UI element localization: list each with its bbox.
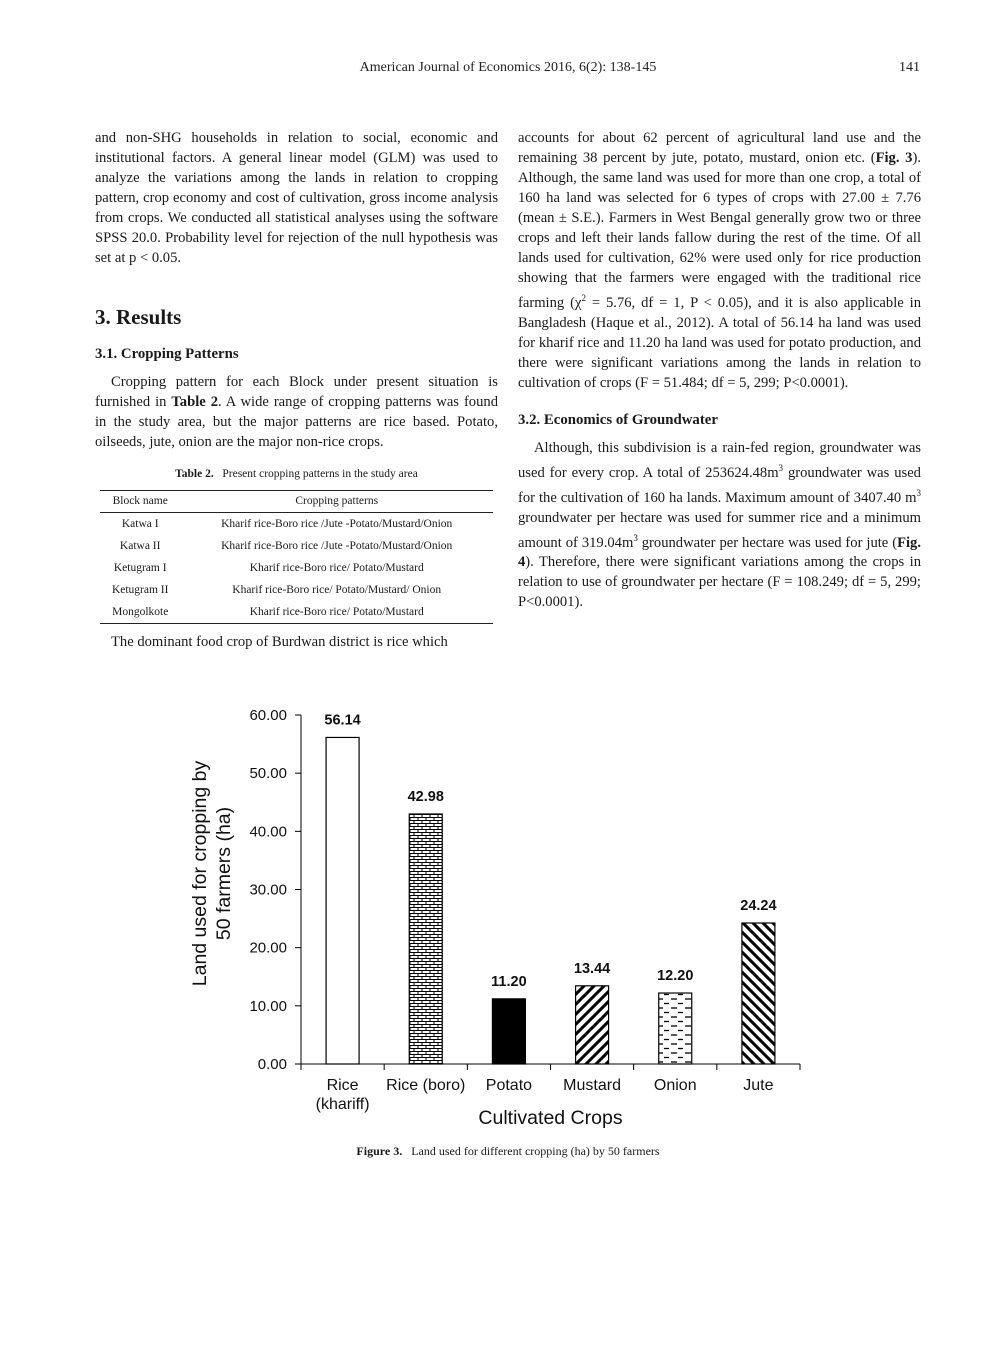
y-tick-label: 50.00 (249, 765, 287, 783)
data-label: 11.20 (491, 973, 527, 990)
chart-bars (326, 737, 775, 1064)
x-tick-label: Jute (743, 1077, 774, 1094)
y-tick-label: 20.00 (249, 939, 287, 957)
groundwater-paragraph: Although, this subdivision is a rain-fed region, groundwater was used for every crop. A total of $253624.48m^3$ groundwater was used for the cultivation of 160 ha lands. Maximum amount of 3407.40 $m^3$ groundwater per hectare was used for summer rice and a minimum amount of $319.04m^3$ groundwater per hectare was used for jute (Fig. 4). Therefore, there were significant variations among the crops in relation to use of groundwater per hectare (F = 108.249; df = 5, 299; P<0.0001). (518, 439, 921, 611)
running-header: American Journal of Economics 2016, 6(2): 138-145 (359, 60, 657, 75)
methods-paragraph: and non-SHG households in relation to social, economic and institutional factors. A general linear model (GLM) was used to analyze the variations among the lands in relation to cropping pattern, crop economy and cost of cultivation, gross income analysis from crops. We conducted all statistical analyses using the software SPSS 20.0. Probability level for rejection of the null hypothesis was set at p < 0.05. (95, 130, 498, 266)
data-label: 12.20 (657, 968, 694, 985)
figure-3 (180, 700, 820, 1145)
bar-potato (492, 999, 525, 1064)
data-label: 56.14 (324, 712, 361, 729)
y-tick-label: 60.00 (249, 707, 287, 724)
y-tick-label: 10.00 (249, 997, 287, 1015)
right-column (518, 128, 921, 612)
table-ref[interactable]: Table 2 (171, 394, 218, 410)
x-axis-title: Cultivated Crops (478, 1107, 623, 1129)
rice-paragraph-start: The dominant food crop of Burdwan district is rice which (111, 634, 448, 650)
x-tick-label: Potato (485, 1077, 533, 1094)
bar-rice-boro (409, 814, 442, 1064)
table-header-row (100, 491, 493, 513)
subsection-title-cropping: 3.1. Cropping Patterns (95, 346, 239, 362)
data-label: 24.24 (740, 898, 777, 915)
header-block-name: Block name (100, 491, 180, 513)
y-tick-label: 0.00 (257, 1056, 287, 1073)
subsection-title-groundwater: 3.2. Economics of Groundwater (518, 411, 718, 428)
left-column (95, 128, 498, 652)
rice-paragraph-cont: accounts for about 62 percent of agricultural land use and the remaining 38 percent by jute, potato, mustard, onion etc. (Fig. 3). Although, the same land was used for more than one crop, a total of 160 ha land was selected for 6 types of crops with 27.00 ± 7.76 (mean ± S.E.). Farmers in West Bengal generally grow two or three crops and left their lands fallow during the rest of the time. Of all lands used for cultivation, 62% were used only for rice production showing that the farmers were engaged with the traditional rice farming ($\chi^2 = 5.76$, df = 1, P < 0.05), and it is also applicable in Bangladesh (Haque et al., 2012). A total of 56.14 ha land was used for kharif rice and 11.20 ha land was used for potato production, and there were significant variations among the lands in relation to cultivation of crops (F = 51.484; df = 5, 299; P<0.0001). (518, 130, 922, 391)
x-tick-label: Onion (653, 1077, 697, 1094)
table-row: Mongolkote Kharif rice-Boro rice/ Potato/Mustard (100, 601, 493, 624)
table-row: Katwa II Kharif rice-Boro rice /Jute -Potato/Mustard/Onion (119, 540, 453, 552)
y-axis-title-line1: Land used for cropping by (189, 760, 211, 987)
bar-chart (180, 700, 820, 1140)
y-tick-label: 30.00 (249, 881, 287, 899)
y-axis-title-line2: 50 farmers (ha) (213, 806, 235, 941)
bar-onion (659, 993, 692, 1064)
bar-jute (742, 923, 775, 1064)
figure-ref[interactable]: Fig. 3 (875, 150, 913, 166)
y-tick-label: 40.00 (249, 823, 287, 841)
figure-caption: Figure 3. Land used for different cropping (ha) by 50 farmers (356, 1144, 660, 1158)
page-number: 141 (899, 60, 920, 75)
x-tick-label: Rice (boro) (386, 1077, 466, 1094)
x-tick-label: Mustard (563, 1077, 621, 1094)
table-caption: Table 2. Present cropping patterns in the study area (175, 468, 418, 480)
cropping-table (100, 490, 493, 624)
cropping-paragraph: Cropping pattern for each Block under present situation is furnished in Table 2. A wide range of cropping patterns was found in the study area, but the major patterns are rice based. Potato, oilseeds, jute, onion are the major non-rice crops. (95, 374, 498, 450)
x-tick-label: Rice (326, 1077, 359, 1094)
figure-ref[interactable]: Fig. 4 (518, 534, 921, 571)
table-row: Ketugram II Kharif rice-Boro rice/ Potato/Mustard/ Onion (111, 584, 442, 596)
bar-mustard (576, 986, 609, 1064)
bar-rice (326, 737, 359, 1064)
table-row: Katwa I Kharif rice-Boro rice /Jute -Potato/Mustard/Onion (121, 518, 453, 530)
x-tick-label-line2: (khariff) (315, 1096, 370, 1113)
header-cropping-patterns: Cropping patterns (180, 491, 493, 513)
data-label: 13.44 (573, 960, 611, 977)
data-label: 42.98 (407, 788, 444, 805)
section-title: 3. Results (95, 305, 182, 329)
table-row: Ketugram I Kharif rice-Boro rice/ Potato/Mustard (113, 562, 424, 574)
